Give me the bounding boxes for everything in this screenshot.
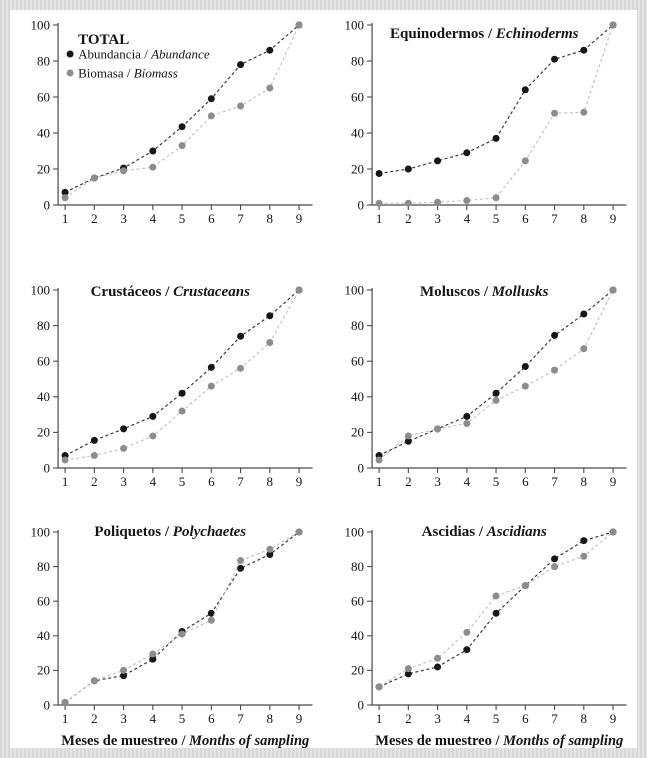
y-tick-label: 0 xyxy=(357,197,364,213)
abundance-point xyxy=(375,170,382,177)
y-tick-label: 40 xyxy=(350,628,364,644)
x-tick-label: 4 xyxy=(149,211,157,226)
abundance-point xyxy=(91,437,98,444)
biomass-point xyxy=(149,432,156,439)
biomass-point xyxy=(149,650,156,657)
chart-echinoderms xyxy=(324,10,638,250)
panel-mollusks xyxy=(324,250,638,500)
biomass-point xyxy=(120,445,127,452)
x-tick-label: 6 xyxy=(208,211,215,226)
y-tick-label: 80 xyxy=(37,317,51,333)
panel-title: Poliquetos / Polychaetes xyxy=(94,524,247,540)
x-tick-label: 5 xyxy=(492,211,499,226)
y-tick-label: 40 xyxy=(37,389,51,405)
panel-title: TOTAL xyxy=(78,32,130,48)
panel-title: Crustáceos / Crustaceans xyxy=(90,284,250,300)
y-tick-label: 40 xyxy=(37,125,51,141)
biomass-point xyxy=(404,200,411,207)
x-tick-label: 4 xyxy=(149,711,157,726)
biomass-point xyxy=(237,103,244,110)
biomass-point xyxy=(521,157,528,164)
x-tick-label: 2 xyxy=(404,474,412,489)
abundance-point xyxy=(521,363,528,370)
y-tick-label: 100 xyxy=(30,524,51,540)
biomass-point xyxy=(91,452,98,459)
y-tick-label: 0 xyxy=(357,697,364,713)
y-tick-label: 80 xyxy=(37,558,51,574)
biomass-line xyxy=(379,532,613,687)
x-tick-label: 5 xyxy=(492,711,499,726)
legend-abundance-label: Abundancia / Abundance xyxy=(78,46,210,62)
y-tick-label: 40 xyxy=(350,389,364,405)
x-tick-label: 9 xyxy=(609,474,616,489)
x-tick-label: 5 xyxy=(178,711,186,726)
x-tick-label: 5 xyxy=(178,211,186,226)
biomass-point xyxy=(434,655,441,662)
biomass-point xyxy=(521,582,528,589)
x-tick-label: 8 xyxy=(580,474,587,489)
biomass-point xyxy=(179,408,186,415)
abundance-point xyxy=(208,95,215,102)
x-tick-label: 2 xyxy=(91,711,98,726)
y-tick-label: 100 xyxy=(344,17,364,33)
abundance-point xyxy=(404,166,411,173)
biomass-line xyxy=(379,290,613,460)
x-tick-label: 5 xyxy=(492,474,499,489)
biomass-point xyxy=(91,677,98,684)
abundance-point xyxy=(237,61,244,68)
x-tick-label: 1 xyxy=(375,211,382,226)
biomass-point xyxy=(492,593,499,600)
biomass-point xyxy=(551,110,558,117)
abundance-point xyxy=(492,610,499,617)
biomass-point xyxy=(208,383,215,390)
y-tick-label: 20 xyxy=(37,424,51,440)
x-tick-label: 3 xyxy=(433,211,441,226)
x-tick-label: 1 xyxy=(61,711,69,726)
x-tick-label: 8 xyxy=(580,211,587,226)
abundance-point xyxy=(551,332,558,339)
x-tick-label: 4 xyxy=(149,474,157,489)
abundance-point xyxy=(149,148,156,155)
biomass-point xyxy=(266,546,273,553)
x-tick-label: 2 xyxy=(91,211,98,226)
chart-ascidians xyxy=(324,500,638,748)
biomass-point xyxy=(149,164,156,171)
y-tick-label: 80 xyxy=(350,53,364,69)
x-tick-label: 6 xyxy=(208,711,215,726)
biomass-point xyxy=(580,345,587,352)
x-tick-label: 8 xyxy=(266,211,274,226)
abundance-line xyxy=(379,25,613,174)
biomass-point xyxy=(463,420,470,427)
x-tick-label: 3 xyxy=(433,711,441,726)
biomass-point xyxy=(62,456,69,463)
x-tick-label: 8 xyxy=(266,711,274,726)
biomass-point xyxy=(521,383,528,390)
biomass-point xyxy=(492,194,499,201)
biomass-point xyxy=(580,109,587,116)
x-axis-label: Meses de muestreo / Months of sampling xyxy=(61,733,310,748)
abundance-line xyxy=(379,532,613,687)
biomass-point xyxy=(404,665,411,672)
x-tick-label: 5 xyxy=(178,474,186,489)
x-tick-label: 7 xyxy=(550,711,558,726)
abundance-point xyxy=(237,565,244,572)
biomass-point xyxy=(266,339,273,346)
biomass-line xyxy=(65,290,299,460)
x-tick-label: 2 xyxy=(404,711,412,726)
y-tick-label: 60 xyxy=(37,89,51,105)
biomass-point xyxy=(463,629,470,636)
biomass-point xyxy=(266,85,273,92)
panel-ascidians xyxy=(324,500,638,748)
abundance-point xyxy=(208,610,215,617)
abundance-point xyxy=(434,157,441,164)
abundance-point xyxy=(237,333,244,340)
chart-polychaetes xyxy=(10,500,324,748)
biomass-point xyxy=(62,194,69,201)
abundance-point xyxy=(179,390,186,397)
biomass-point xyxy=(609,287,616,294)
panel-title: Ascidias / Ascidians xyxy=(421,524,547,540)
x-tick-label: 4 xyxy=(463,474,470,489)
abundance-point xyxy=(492,135,499,142)
biomass-point xyxy=(91,175,98,182)
x-tick-label: 1 xyxy=(375,711,382,726)
y-tick-label: 100 xyxy=(344,524,364,540)
y-tick-label: 80 xyxy=(37,53,51,69)
legend-biomass-marker xyxy=(67,70,74,77)
abundance-point xyxy=(551,555,558,562)
x-tick-label: 9 xyxy=(609,211,616,226)
biomass-point xyxy=(463,197,470,204)
x-tick-label: 6 xyxy=(208,474,215,489)
legend-abundance-marker xyxy=(67,51,74,58)
abundance-point xyxy=(179,123,186,130)
x-tick-label: 9 xyxy=(609,711,616,726)
y-tick-label: 100 xyxy=(30,282,51,298)
y-tick-label: 0 xyxy=(357,460,364,476)
biomass-line xyxy=(379,25,613,203)
abundance-point xyxy=(266,47,273,54)
abundance-point xyxy=(463,149,470,156)
y-tick-label: 60 xyxy=(350,353,364,369)
x-tick-label: 7 xyxy=(550,474,558,489)
biomass-point xyxy=(208,112,215,119)
y-tick-label: 20 xyxy=(37,662,51,678)
y-tick-label: 40 xyxy=(350,125,364,141)
biomass-point xyxy=(120,167,127,174)
x-tick-label: 1 xyxy=(61,211,69,226)
biomass-point xyxy=(375,456,382,463)
panel-polychaetes xyxy=(10,500,324,748)
y-tick-label: 80 xyxy=(350,558,364,574)
y-tick-label: 20 xyxy=(350,662,364,678)
biomass-point xyxy=(296,287,303,294)
biomass-point xyxy=(120,667,127,674)
abundance-point xyxy=(434,663,441,670)
biomass-point xyxy=(179,631,186,638)
biomass-point xyxy=(404,432,411,439)
x-tick-label: 7 xyxy=(550,211,558,226)
x-tick-label: 9 xyxy=(295,711,303,726)
abundance-point xyxy=(580,537,587,544)
abundance-line xyxy=(379,290,613,456)
x-tick-label: 6 xyxy=(521,711,529,726)
abundance-point xyxy=(149,413,156,420)
x-tick-label: 4 xyxy=(463,711,470,726)
abundance-line xyxy=(65,532,299,702)
x-tick-label: 3 xyxy=(120,211,127,226)
x-tick-label: 1 xyxy=(61,474,69,489)
y-tick-label: 40 xyxy=(37,628,51,644)
x-tick-label: 3 xyxy=(120,711,127,726)
biomass-point xyxy=(208,617,215,624)
biomass-point xyxy=(296,22,303,29)
x-tick-label: 8 xyxy=(266,474,274,489)
chart-mollusks xyxy=(324,250,638,500)
biomass-point xyxy=(551,563,558,570)
x-tick-label: 2 xyxy=(91,474,98,489)
x-tick-label: 6 xyxy=(521,474,529,489)
x-tick-label: 3 xyxy=(433,474,441,489)
biomass-point xyxy=(62,699,69,706)
y-tick-label: 0 xyxy=(43,197,51,213)
x-tick-label: 6 xyxy=(521,211,529,226)
abundance-point xyxy=(266,312,273,319)
biomass-point xyxy=(551,367,558,374)
y-tick-label: 60 xyxy=(37,593,51,609)
y-tick-label: 100 xyxy=(344,282,364,298)
x-tick-label: 3 xyxy=(120,474,127,489)
x-tick-label: 8 xyxy=(580,711,587,726)
y-tick-label: 60 xyxy=(350,593,364,609)
panel-title: Moluscos / Mollusks xyxy=(419,284,548,300)
x-tick-label: 7 xyxy=(237,474,244,489)
biomass-point xyxy=(580,553,587,560)
biomass-point xyxy=(434,425,441,432)
y-tick-label: 20 xyxy=(37,161,51,177)
charts-grid xyxy=(10,10,637,748)
abundance-point xyxy=(551,56,558,63)
abundance-point xyxy=(120,425,127,432)
biomass-point xyxy=(237,557,244,564)
abundance-point xyxy=(580,47,587,54)
x-tick-label: 9 xyxy=(295,474,303,489)
biomass-point xyxy=(179,142,186,149)
y-tick-label: 0 xyxy=(43,697,51,713)
y-tick-label: 20 xyxy=(350,161,364,177)
y-tick-label: 100 xyxy=(30,17,51,33)
x-tick-label: 9 xyxy=(295,211,303,226)
biomass-point xyxy=(296,529,303,536)
y-tick-label: 0 xyxy=(43,460,51,476)
x-axis-label: Meses de muestreo / Months of sampling xyxy=(374,733,623,748)
abundance-point xyxy=(208,364,215,371)
biomass-point xyxy=(375,683,382,690)
figure-sheet xyxy=(10,10,637,748)
panel-total xyxy=(10,10,324,250)
abundance-point xyxy=(521,86,528,93)
legend-biomass-label: Biomasa / Biomass xyxy=(78,65,178,81)
biomass-point xyxy=(609,22,616,29)
panel-echinoderms xyxy=(324,10,638,250)
x-tick-label: 4 xyxy=(463,211,470,226)
biomass-point xyxy=(492,397,499,404)
biomass-point xyxy=(434,199,441,206)
y-tick-label: 60 xyxy=(350,89,364,105)
y-tick-label: 80 xyxy=(350,317,364,333)
abundance-point xyxy=(463,646,470,653)
x-tick-label: 2 xyxy=(404,211,412,226)
abundance-point xyxy=(492,390,499,397)
chart-crustaceans xyxy=(10,250,324,500)
x-tick-label: 1 xyxy=(375,474,382,489)
y-tick-label: 60 xyxy=(37,353,51,369)
x-tick-label: 7 xyxy=(237,711,244,726)
biomass-point xyxy=(609,529,616,536)
biomass-point xyxy=(237,365,244,372)
x-tick-label: 7 xyxy=(237,211,244,226)
panel-crustaceans xyxy=(10,250,324,500)
abundance-point xyxy=(580,311,587,318)
biomass-point xyxy=(375,200,382,207)
panel-title: Equinodermos / Echinoderms xyxy=(389,26,579,42)
abundance-line xyxy=(65,290,299,456)
chart-total xyxy=(10,10,324,250)
y-tick-label: 20 xyxy=(350,424,364,440)
abundance-point xyxy=(463,413,470,420)
